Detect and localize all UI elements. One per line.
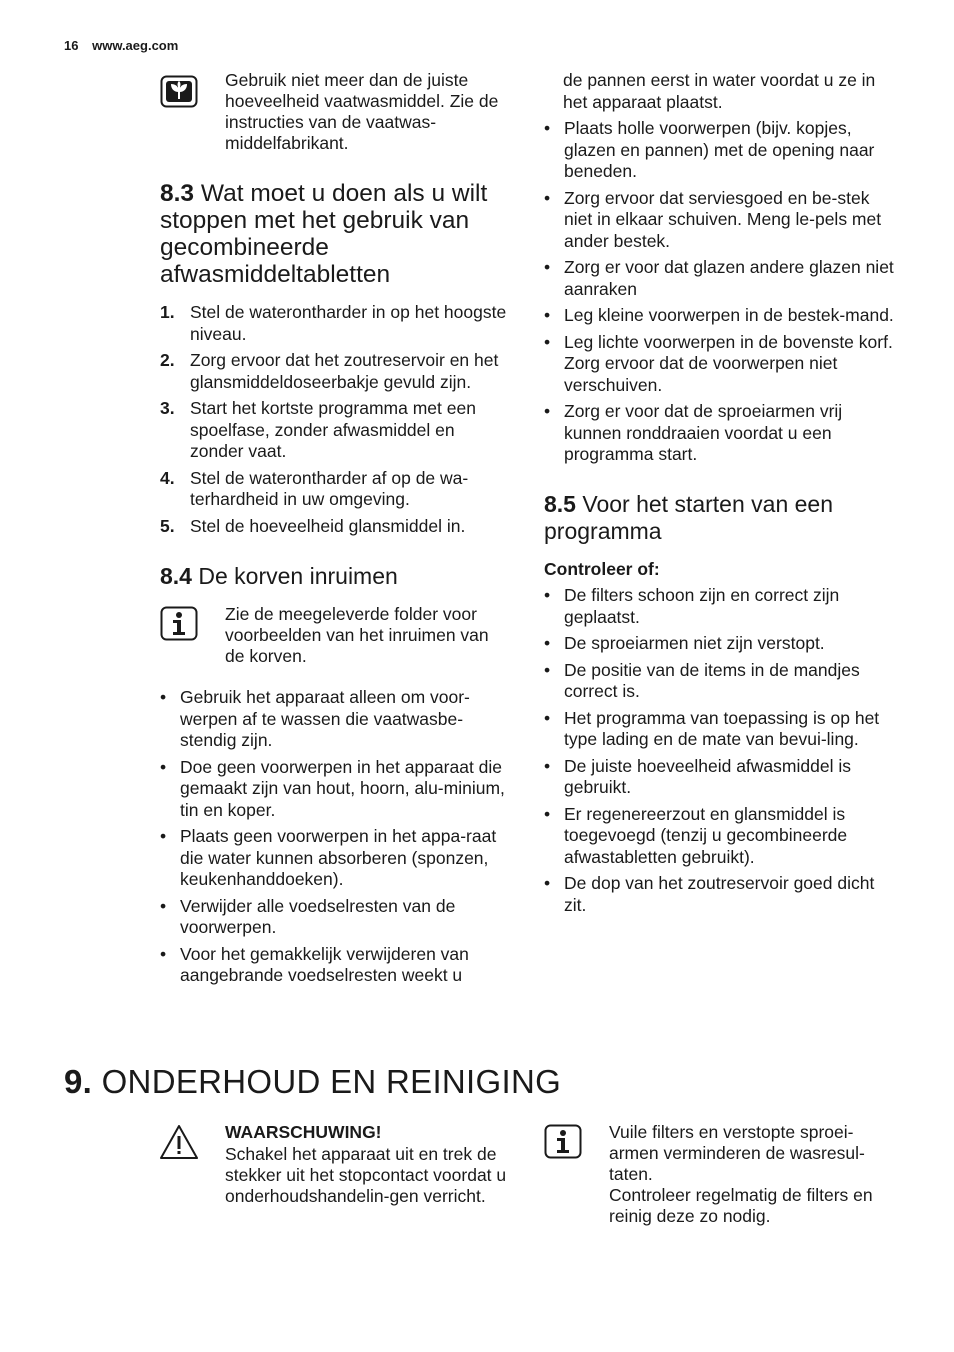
step-text: Stel de waterontharder in op het hoogste niveau. [190, 302, 507, 344]
section-8-5-heading [544, 491, 894, 545]
section-9-title: ONDERHOUD EN REINIGING [101, 1063, 562, 1100]
list-item: • Er regenereerzout en glansmiddel is toegevoegd (tenzij u gecombineerde afwastabletten gebruikt). [544, 804, 894, 869]
list-item: • Voor het gemakkelijk verwijderen van aangebrande voedselresten weekt u [160, 944, 512, 987]
step-item [160, 398, 512, 463]
step-item [160, 516, 512, 538]
warning-triangle-icon [160, 1122, 225, 1162]
section-9-heading [64, 1063, 561, 1101]
section-8-3-title-line2: stoppen met het gebruik van [160, 207, 470, 234]
right-column [544, 70, 894, 921]
section-8-4-title: De korven inruimen [198, 563, 398, 589]
list-item: • De dop van het zoutreservoir goed dicht zit. [544, 873, 894, 916]
check-bullets [544, 585, 894, 916]
list-item-text: Leg kleine voorwerpen in de bestek-mand. [564, 305, 894, 325]
info-filters-line1: Vuile filters en verstopte sproei-armen verminderen de wasresul-taten. [609, 1122, 865, 1184]
check-label: Controleer of: [544, 558, 660, 579]
list-item: • Zorg ervoor dat serviesgoed en be-stek niet in elkaar schuiven. Meng le-pels met ander bestek. [544, 188, 894, 253]
step-text: Zorg ervoor dat het zoutreservoir en het glansmiddeldoseerbakje gevuld zijn. [190, 350, 499, 392]
list-item: • Verwijder alle voedselresten van de voorwerpen. [160, 896, 512, 939]
list-item: • De sproeiarmen niet zijn verstopt. [544, 633, 825, 653]
list-item-text: Voor het gemakkelijk verwijderen van aangebrande voedselresten weekt u [180, 943, 469, 985]
list-item: • Zorg er voor dat glazen andere glazen niet aanraken [544, 257, 894, 299]
section-8-5-title-line1: Voor het starten van een [582, 490, 833, 517]
section-8-4-bullets [160, 687, 512, 987]
list-item: • Het programma van toepassing is op het type lading en de mate van bevui-ling. [544, 708, 894, 751]
step-number: 1. [160, 302, 175, 322]
warning-note [160, 1122, 512, 1207]
list-item: • Leg lichte voorwerpen in de bovenste korf. Zorg ervoor dat de voorwerpen niet verschuiven. [544, 331, 893, 395]
step-text: Stel de waterontharder af op de wa-terhardheid in uw omgeving. [190, 467, 469, 509]
site-url: www.aeg.com [92, 38, 179, 53]
step-item [160, 350, 512, 393]
step-number: 3. [160, 398, 175, 418]
list-item-text: De sproeiarmen niet zijn verstopt. [564, 633, 825, 653]
step-item [160, 302, 512, 345]
step-number: 4. [160, 467, 175, 488]
list-item-text: Er regenereerzout en glansmiddel is toegevoegd (tenzij u gecombineerde afwastabletten gebruikt). [564, 803, 848, 867]
section-8-3-title-line1: Wat moet u doen als u wilt [200, 180, 488, 207]
info-filters-line2: Controleer regelmatig de filters en reinig deze zo nodig. [609, 1185, 873, 1226]
list-item: • Plaats holle voorwerpen (bijv. kopjes, glazen en pannen) met de opening naar beneden. [544, 118, 894, 183]
list-item: • De positie van de items in de mandjes correct is. [544, 660, 894, 703]
environment-note [160, 70, 512, 154]
list-item-text: Plaats holle voorwerpen (bijv. kopjes, glazen en pannen) met de opening naar beneden. [564, 118, 875, 181]
loading-bullets [544, 118, 894, 466]
list-item-text: Zorg er voor dat de sproeiarmen vrij kunnen ronddraaien voordat u een programma start. [564, 401, 843, 464]
list-item-text: De dop van het zoutreservoir goed dicht zit. [564, 873, 875, 915]
info-icon [160, 604, 225, 644]
list-item-text: Het programma van toepassing is op het type lading en de mate van bevui-ling. [564, 707, 880, 749]
step-number: 2. [160, 350, 175, 370]
list-item-text: Leg lichte voorwerpen in de bovenste korf. Zorg ervoor dat de voorwerpen niet verschuiven. [564, 331, 893, 395]
info-icon [544, 1122, 609, 1162]
list-item-text: De juiste hoeveelheid afwasmiddel is gebruikt. [564, 755, 851, 797]
warning-label: WAARSCHUWING! [225, 1122, 382, 1142]
section-8-3-heading [160, 180, 512, 288]
environment-note-text: Gebruik niet meer dan de juiste hoeveelheid vaatwasmiddel. Zie de instructies van de vaatwas-middelfabrikant. [225, 70, 499, 153]
section-8-3-steps [160, 302, 512, 537]
list-item-text: Plaats geen voorwerpen in het appa-raat die water kunnen absorberen (sponzen, keukenhanddoeken). [180, 826, 497, 889]
step-text: Start het kortste programma met een spoelfase, zonder afwasmiddel en zonder vaat. [190, 398, 476, 461]
continuation-text: de pannen eerst in water voordat u ze in het apparaat plaatst. [563, 70, 876, 112]
list-item-text: Zorg er voor dat glazen andere glazen niet aanraken [564, 257, 894, 299]
step-item [160, 468, 512, 511]
section-8-4-number: 8.4 [160, 563, 192, 589]
info-note-korven-text: Zie de meegeleverde folder voor voorbeelden van het inruimen van de korven. [225, 604, 489, 666]
list-item-text: Doe geen voorwerpen in het apparaat die gemaakt zijn van hout, hoorn, alu-minium, tin en koper. [180, 756, 505, 820]
info-note-korven [160, 604, 512, 667]
leaf-environment-icon [160, 70, 225, 110]
list-item: • De filters schoon zijn en correct zijn geplaatst. [544, 585, 894, 628]
section-8-3-title-line4: afwasmiddeltabletten [160, 261, 391, 288]
list-item-text: De positie van de items in de mandjes correct is. [564, 659, 860, 701]
list-item: • Zorg er voor dat de sproeiarmen vrij kunnen ronddraaien voordat u een programma start. [544, 401, 894, 466]
section-8-5-number: 8.5 [544, 490, 576, 517]
list-item: • Plaats geen voorwerpen in het appa-raat die water kunnen absorberen (sponzen, keukenhanddoeken). [160, 826, 512, 891]
step-number: 5. [160, 515, 175, 536]
section-8-5-title-line2: programma [544, 517, 662, 544]
left-column [160, 70, 512, 992]
page-header [64, 38, 178, 53]
info-note-filters [544, 1122, 894, 1227]
list-item-text: Zorg ervoor dat serviesgoed en be-stek niet in elkaar schuiven. Meng le-pels met ander bestek. [564, 187, 882, 251]
list-item: • Gebruik het apparaat alleen om voor-werpen af te wassen die vaatwasbe-stendig zijn. [160, 687, 512, 752]
list-item-text: Gebruik het apparaat alleen om voor-werpen af te wassen die vaatwasbe-stendig zijn. [180, 687, 470, 750]
list-item-text: Verwijder alle voedselresten van de voorwerpen. [180, 895, 456, 937]
list-item: • De juiste hoeveelheid afwasmiddel is gebruikt. [544, 756, 894, 799]
section-8-3-number: 8.3 [160, 180, 195, 207]
step-text: Stel de hoeveelheid glansmiddel in. [190, 515, 466, 536]
warning-text: Schakel het apparaat uit en trek de stekker uit het stopcontact voordat u onderhoudshandelin-gen verricht. [225, 1143, 507, 1206]
section-8-3-title-line3: gecombineerde [160, 234, 329, 261]
section-9-number: 9. [64, 1063, 93, 1100]
list-item-text: De filters schoon zijn en correct zijn geplaatst. [564, 585, 840, 627]
list-item: • Doe geen voorwerpen in het apparaat die gemaakt zijn van hout, hoorn, alu-minium, tin en koper. [160, 757, 512, 822]
list-item: • Leg kleine voorwerpen in de bestek-mand. [544, 305, 894, 325]
section-8-4-heading [160, 563, 512, 590]
page-number: 16 [64, 38, 79, 53]
